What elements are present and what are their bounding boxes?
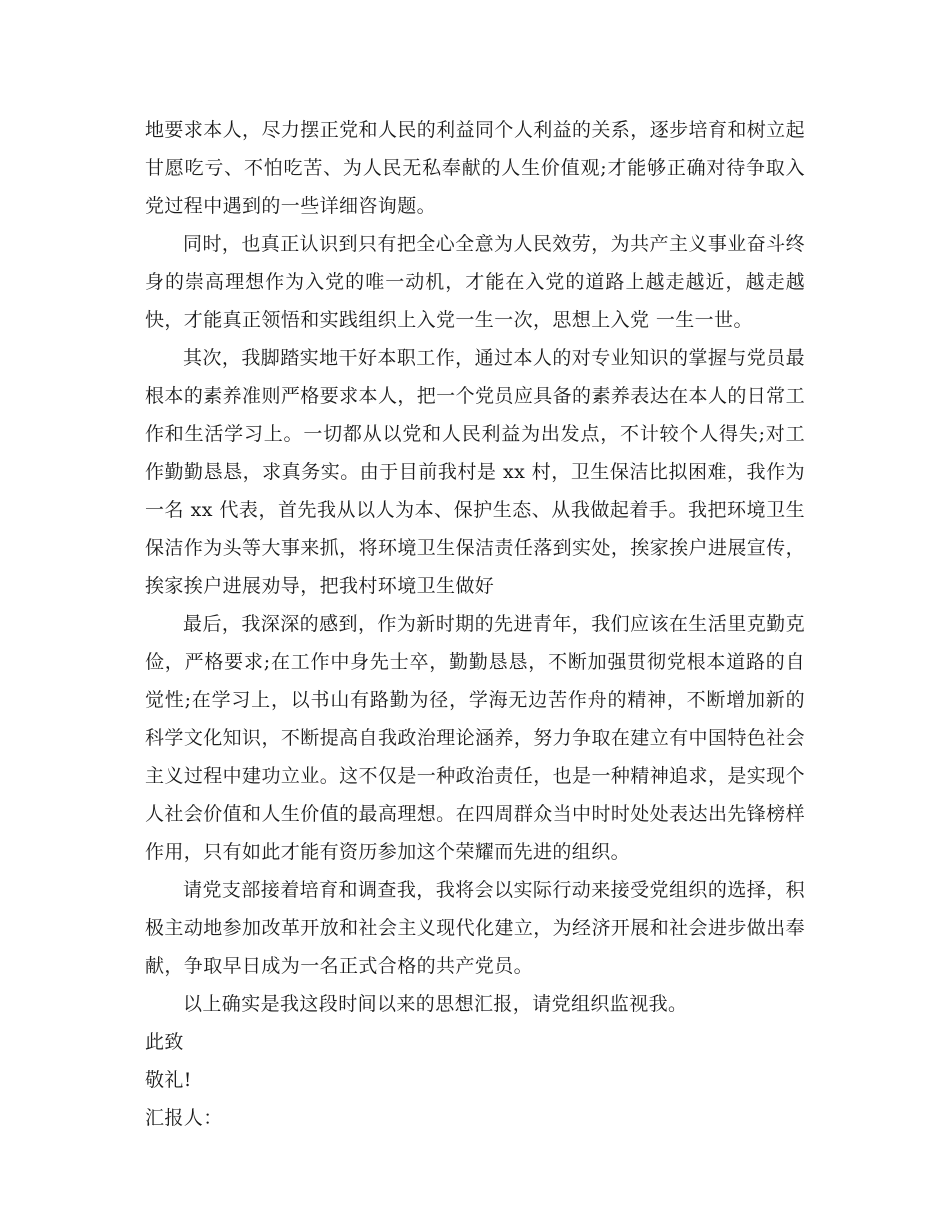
paragraph-summary: 以上确实是我这段时间以来的思想汇报，请党组织监视我。: [183, 993, 688, 1015]
paragraph-motivation: 同时，也真正认识到只有把全心全意为人民效劳，为共产主义事业奋斗终身的崇高理想作为入党的唯一动机，才能在入党的道路上越走越近，越走越快，才能真正领悟和实践组织上入党一生一次，思想上入党 一生一世。: [145, 233, 805, 331]
paragraph-continuation: 地要求本人，尽力摆正党和人民的利益同个人利益的关系，逐步培育和树立起甘愿吃亏、不怕吃苦、为人民无私奉献的人生价值观;才能够正确对待争取入党过程中遇到的一些详细咨询题。: [145, 119, 805, 217]
paragraph-conclusion: 最后，我深深的感到，作为新时期的先进青年，我们应该在生活里克勤克俭，严格要求;在工作中身先士卒，勤勤恳恳，不断加强贯彻党根本道路的自觉性;在学习上，以书山有路勤为径，学海无边苦作舟的精神，不断增加新的科学文化知识，不断提高自我政治理论涵养，努力争取在建立有中国特色社会主义过程中建功立业。这不仅是一种政治责任，也是一种精神追求，是实现个人社会价值和人生价值的最高理想。在四周群众当中时时处处表达出先锋榜样作用，只有如此才能有资历参加这个荣耀而先进的组织。: [145, 613, 805, 863]
paragraph-work: 其次，我脚踏实地干好本职工作，通过本人的对专业知识的掌握与党员最根本的素养准则严格要求本人，把一个党员应具备的素养表达在本人的日常工作和生活学习上。一切都从以党和人民利益为出发点，不计较个人得失;对工作勤勤恳恳，求真务实。由于目前我村是 xx 村，卫生保洁比拟困难，我作为一名 xx 代表，首先我从以人为本、保护生态、从我做起着手。我把环境卫生保洁作为头等大事来抓，将环境卫生保洁责任落到实处，挨家挨户进展宣传，挨家挨户进展劝导，把我村环境卫生做好: [145, 347, 805, 597]
closing-salutation: 此致: [145, 1031, 184, 1053]
paragraph-request: 请党支部接着培育和调查我，我将会以实际行动来接受党组织的选择，积极主动地参加改革开放和社会主义现代化建立，为经济开展和社会进步做出奉献，争取早日成为一名正式合格的共产党员。: [145, 879, 805, 977]
document-body: [145, 111, 805, 1137]
closing-reporter: 汇报人：: [145, 1107, 223, 1129]
closing-regards: 敬礼!: [145, 1069, 192, 1091]
